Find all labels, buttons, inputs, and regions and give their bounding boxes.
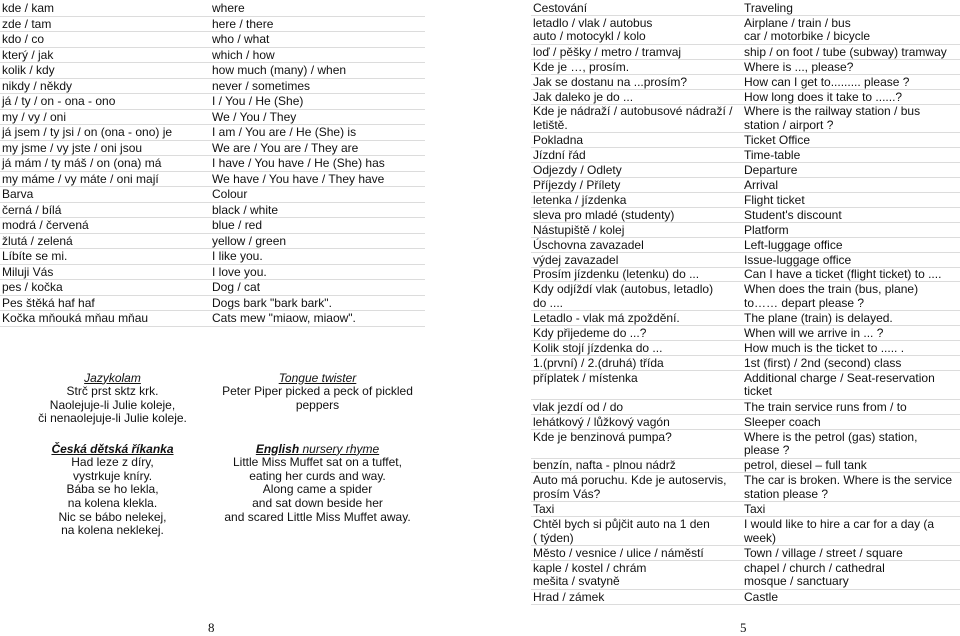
right-vocab-english-term: Arrival	[744, 178, 779, 192]
right-vocab-row	[531, 518, 960, 546]
right-vocab-czech-term: letadlo / vlak / autobus auto / motocykl / kolo	[533, 15, 653, 44]
right-vocab-row	[531, 149, 960, 163]
jazykolam-title: Jazykolam	[84, 370, 141, 385]
right-vocab-english-term: Issue-luggage office	[744, 252, 852, 267]
left-vocab-english-term: who / what	[212, 32, 270, 46]
english-rhyme-title-bold: English	[255, 441, 300, 456]
right-vocab-english-term: The plane (train) is delayed.	[744, 311, 893, 326]
right-vocab-english-term: Where is the railway station / bus station / airport ?	[744, 104, 921, 132]
left-vocab-english-term: Cats mew "miaow, miaow".	[212, 311, 356, 325]
right-vocab-row	[531, 105, 960, 133]
right-vocab-czech-term: Odjezdy / Odlety	[533, 163, 622, 178]
english-rhyme-text: Little Miss Muffet sat on a tuffet, eating her curds and way. Along came a spider and sat down beside her and scared Little Miss Muffet away.	[224, 455, 411, 524]
right-vocab-czech-term: Auto má poruchu. Kde je autoservis, prosím Vás?	[533, 473, 727, 501]
left-vocab-row	[0, 111, 425, 126]
left-vocab-english-term: I am / You are / He (She) is	[212, 125, 357, 139]
english-rhyme-title	[205, 443, 430, 457]
right-vocab-czech-term: vlak jezdí od / do	[533, 399, 624, 414]
right-vocab-row	[531, 591, 960, 605]
right-vocab-english-term: I would like to hire a car for a day (a week)	[744, 517, 935, 545]
right-vocab-czech-term: Letadlo - vlak má zpoždění.	[533, 311, 680, 326]
right-vocab-row	[531, 327, 960, 341]
left-vocab-czech-term: kde / kam	[2, 1, 55, 15]
right-vocab-english-term: Airplane / train / bus car / motorbike / bicycle	[744, 15, 871, 44]
right-vocab-row	[531, 179, 960, 193]
left-vocab-czech-term: Miluji Vás	[2, 264, 54, 279]
right-vocab-czech-term: Taxi	[533, 502, 555, 517]
right-vocab-row	[531, 503, 960, 517]
left-vocab-english-term: I have / You have / He (She) has	[212, 156, 385, 170]
left-vocab-english-term: which / how	[212, 47, 275, 62]
left-vocab-row	[0, 95, 425, 110]
left-vocab-row	[0, 266, 425, 281]
left-vocab-czech-term: Barva	[2, 187, 34, 201]
right-vocab-czech-term: Nástupiště / kolej	[533, 222, 625, 237]
left-vocab-row	[0, 126, 425, 141]
right-vocab-row	[531, 416, 960, 430]
right-vocab-row	[531, 224, 960, 238]
right-vocab-english-term: The train service runs from / to	[744, 399, 907, 414]
right-vocab-czech-term: Úschovna zavazadel	[533, 237, 644, 252]
left-vocab-czech-term: který / jak	[2, 47, 54, 62]
right-vocab-english-term: Where is the petrol (gas) station, please ?	[744, 429, 918, 457]
right-vocab-english-term: Additional charge / Seat-reservation ticket	[744, 370, 935, 399]
page-number-right: 5	[740, 620, 747, 635]
right-vocab-english-term: 1st (first) / 2nd (second) class	[744, 355, 902, 370]
right-vocab-english-term: Flight ticket	[744, 192, 805, 207]
left-vocab-english-term: where	[212, 1, 245, 15]
tongue-twister-poem	[205, 358, 430, 412]
left-vocab-row	[0, 2, 425, 17]
english-rhyme-poem	[205, 429, 430, 524]
right-vocab-english-term: Sleeper coach	[744, 414, 821, 429]
left-vocab-english-term: never / sometimes	[212, 78, 311, 93]
right-vocab-row	[531, 239, 960, 253]
right-vocab-english-term: Castle	[744, 589, 779, 604]
left-vocab-czech-term: kolik / kdy	[2, 63, 55, 77]
left-vocab-czech-term: my máme / vy máte / oni mají	[2, 171, 159, 186]
left-vocab-row	[0, 64, 425, 79]
right-vocab-english-term: Where is ..., please?	[744, 59, 854, 74]
left-vocab-czech-term: pes / kočka	[2, 280, 63, 294]
left-vocab-english-term: blue / red	[212, 218, 263, 232]
right-vocab-row	[531, 474, 960, 502]
right-vocab-czech-term: benzín, nafta - plnou nádrž	[533, 458, 676, 473]
right-vocab-czech-term: Kolik stojí jízdenka do ...	[533, 341, 663, 355]
right-vocab-row	[531, 268, 960, 282]
left-vocab-english-term: I / You / He (She)	[212, 94, 304, 108]
left-vocab-czech-term: já jsem / ty jsi / on (ona - ono) je	[2, 125, 173, 139]
left-vocab-english-term: We / You / They	[212, 109, 297, 124]
right-vocab-english-term: Town / village / street / square	[744, 546, 903, 560]
right-vocab-english-term: How much is the ticket to ..... .	[744, 341, 905, 355]
right-vocab-english-term: How can I get to......... please ?	[744, 74, 910, 89]
right-vocab-row	[531, 46, 960, 60]
left-vocab-czech-term: černá / bílá	[2, 202, 62, 217]
right-vocab-english-term: When will we arrive in ... ?	[744, 326, 884, 341]
right-vocab-row	[531, 401, 960, 415]
english-rhyme-title-rest: nursery rhyme	[299, 441, 380, 456]
right-vocab-czech-term: lehátkový / lůžkový vagón	[533, 414, 670, 429]
left-vocab-czech-term: my / vy / oni	[2, 109, 67, 124]
left-vocab-english-term: black / white	[212, 202, 279, 217]
right-vocab-row	[531, 91, 960, 105]
right-vocab-czech-term: Kdy odjíždí vlak (autobus, letadlo) do ....	[533, 282, 714, 310]
right-vocab-row	[531, 547, 960, 561]
left-vocab-english-term: here / there	[212, 16, 274, 31]
right-vocab-row	[531, 312, 960, 326]
right-vocab-english-term: How long does it take to ......?	[744, 89, 903, 104]
left-vocab-row	[0, 281, 425, 296]
right-vocab-czech-term: Jak daleko je do ...	[533, 89, 634, 104]
right-vocab-english-term: Taxi	[744, 502, 766, 517]
right-vocab-english-term: Time-table	[744, 148, 801, 163]
left-vocab-english-term: We have / You have / They have	[212, 171, 385, 186]
right-vocab-row	[531, 164, 960, 178]
czech-rhyme-text: Had leze z díry, vystrkuje kníry. Bába se ho lekla, na kolena klekla. Nic se bábo nelekej, na kolena neklekej.	[58, 455, 167, 538]
right-vocab-row	[531, 283, 960, 311]
left-vocab-row	[0, 312, 425, 327]
left-vocab-english-term: Colour	[212, 187, 248, 201]
tongue-twister-title: Tongue twister	[278, 370, 357, 385]
right-vocab-english-term: Ticket Office	[744, 133, 811, 148]
left-vocab-czech-term: já mám / ty máš / on (ona) má	[2, 156, 162, 170]
right-vocab-czech-term: příplatek / místenka	[533, 370, 638, 385]
jazykolam-poem	[20, 358, 205, 426]
right-vocab-czech-term: Kdy přijedeme do ...?	[533, 326, 647, 341]
right-vocab-row	[531, 342, 960, 356]
right-vocab-row	[531, 562, 960, 590]
right-vocab-czech-term: Cestování	[533, 1, 588, 15]
right-vocab-row	[531, 459, 960, 473]
page-number-left: 8	[208, 620, 215, 635]
right-vocab-row	[531, 431, 960, 459]
left-vocab-czech-term: modrá / červená	[2, 218, 89, 232]
right-vocab-czech-term: Pokladna	[533, 133, 584, 148]
left-vocab-english-term: how much (many) / when	[212, 63, 347, 77]
right-vocab-row	[531, 2, 960, 16]
right-vocab-english-term: chapel / church / cathedral mosque / sanctuary	[744, 560, 885, 589]
left-vocab-english-term: Dog / cat	[212, 280, 261, 294]
left-vocab-row	[0, 173, 425, 188]
left-vocab-row	[0, 250, 425, 265]
right-vocab-czech-term: Město / vesnice / ulice / náměstí	[533, 546, 704, 560]
right-vocab-row	[531, 254, 960, 268]
left-vocab-row	[0, 188, 425, 203]
left-vocab-row	[0, 142, 425, 157]
right-vocab-czech-term: loď / pěšky / metro / tramvaj	[533, 44, 682, 59]
left-vocab-czech-term: já / ty / on - ona - ono	[2, 94, 116, 108]
right-vocab-row	[531, 61, 960, 75]
right-vocab-czech-term: Jak se dostanu na ...prosím?	[533, 74, 688, 89]
right-vocab-english-term: Traveling	[744, 1, 793, 15]
right-vocab-row	[531, 357, 960, 371]
left-vocab-english-term: I love you.	[212, 264, 267, 279]
left-vocab-czech-term: nikdy / někdy	[2, 78, 73, 93]
left-vocab-czech-term: žlutá / zelená	[2, 233, 73, 248]
left-vocab-czech-term: kdo / co	[2, 32, 45, 46]
right-vocab-english-term: Can I have a ticket (flight ticket) to ....	[744, 267, 942, 282]
right-vocab-czech-term: 1.(první) / 2.(druhá) třída	[533, 355, 664, 370]
left-vocab-row	[0, 80, 425, 95]
left-vocab-row	[0, 297, 425, 312]
right-vocab-english-term: The car is broken. Where is the service station please ?	[744, 473, 953, 501]
right-vocab-row	[531, 209, 960, 223]
left-page	[0, 0, 425, 635]
left-vocab-czech-term: my jsme / vy jste / oni jsou	[2, 140, 143, 155]
right-vocab-czech-term: Kde je nádraží / autobusové nádraží / letiště.	[533, 104, 733, 132]
right-vocab-czech-term: Kde je benzinová pumpa?	[533, 429, 672, 444]
left-vocab-row	[0, 18, 425, 33]
right-vocab-czech-term: Jízdní řád	[533, 148, 586, 163]
left-vocab-row	[0, 49, 425, 64]
jazykolam-text: Strč prst sktz krk. Naolejuje-li Julie koleje, či nenaolejuje-li Julie koleje.	[38, 384, 187, 426]
left-vocab-czech-term: Kočka mňouká mňau mňau	[2, 311, 149, 325]
right-vocab-english-term: petrol, diesel – full tank	[744, 458, 867, 473]
czech-rhyme-title: Česká dětská říkanka	[51, 441, 174, 456]
right-vocab-english-term: Platform	[744, 222, 789, 237]
left-vocab-czech-term: Líbíte se mi.	[2, 249, 68, 263]
left-vocab-english-term: yellow / green	[212, 233, 287, 248]
right-vocab-czech-term: sleva pro mladé (studenty)	[533, 207, 675, 222]
left-vocab-row	[0, 235, 425, 250]
right-vocab-english-term: ship / on foot / tube (subway) tramway	[744, 44, 947, 59]
right-vocab-row	[531, 194, 960, 208]
right-vocab-czech-term: Kde je …, prosím.	[533, 59, 630, 74]
right-vocab-english-term: Departure	[744, 163, 798, 178]
right-vocab-czech-term: letenka / jízdenka	[533, 192, 627, 207]
right-vocab-row	[531, 134, 960, 148]
left-vocab-row	[0, 157, 425, 172]
right-vocab-czech-term: výdej zavazadel	[533, 252, 619, 267]
right-vocab-czech-term: Hrad / zámek	[533, 589, 605, 604]
left-vocab-czech-term: zde / tam	[2, 16, 52, 31]
right-vocab-english-term: Student's discount	[744, 207, 842, 222]
right-vocab-row	[531, 17, 960, 45]
right-vocab-czech-term: Chtěl bych si půjčit auto na 1 den ( týden)	[533, 517, 710, 545]
right-page	[531, 0, 960, 635]
left-vocab-row	[0, 204, 425, 219]
right-vocab-english-term: When does the train (bus, plane) to…… depart please ?	[744, 282, 919, 310]
right-vocab-row	[531, 372, 960, 400]
czech-rhyme-poem	[15, 429, 210, 538]
right-vocab-czech-term: Příjezdy / Přílety	[533, 178, 621, 192]
right-vocab-czech-term: kaple / kostel / chrám mešita / svatyně	[533, 560, 647, 589]
left-vocab-row	[0, 219, 425, 234]
right-vocab-row	[531, 76, 960, 90]
tongue-twister-text: Peter Piper picked a peck of pickled peppers	[222, 384, 413, 412]
right-vocab-czech-term: Prosím jízdenku (letenku) do ...	[533, 267, 700, 282]
left-vocab-english-term: We are / You are / They are	[212, 140, 359, 155]
left-vocab-czech-term: Pes štěká haf haf	[2, 295, 95, 310]
left-vocab-row	[0, 33, 425, 48]
left-vocab-english-term: I like you.	[212, 249, 263, 263]
right-vocab-english-term: Left-luggage office	[744, 237, 843, 252]
left-vocab-english-term: Dogs bark "bark bark".	[212, 295, 332, 310]
